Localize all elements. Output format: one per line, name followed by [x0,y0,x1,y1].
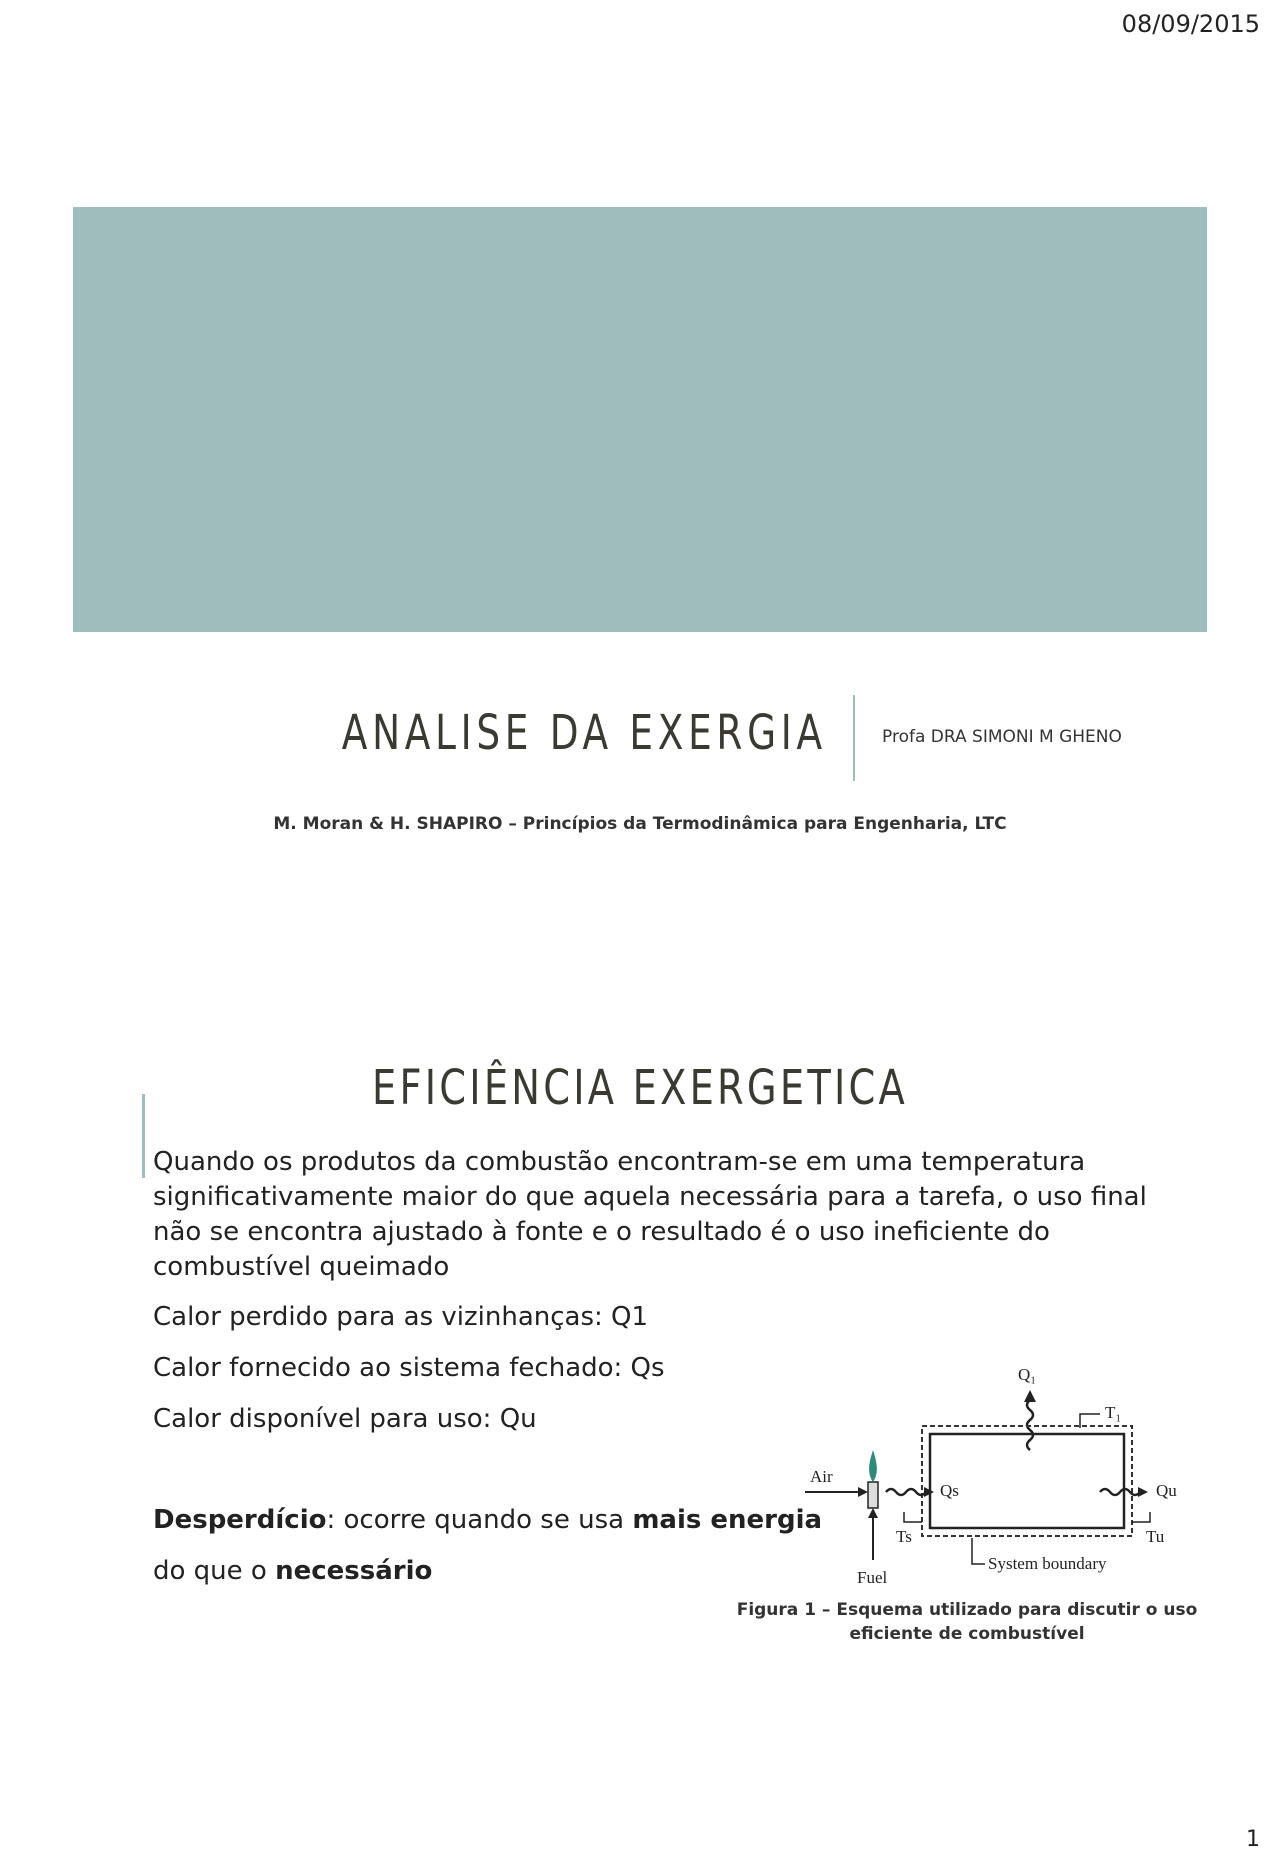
fuel-label: Fuel [857,1568,888,1587]
document-date: 08/09/2015 [1121,10,1260,38]
qs-label: Qs [940,1481,959,1500]
combustion-system-diagram [800,1350,1220,1600]
qu-arrowhead [1138,1487,1148,1497]
list-item-q1: Calor perdido para as vizinhanças: Q1 [153,1302,649,1332]
qs-wavy-arrow [886,1489,926,1495]
air-arrowhead [858,1487,868,1497]
section-title: EFICIÊNCIA EXERGETICA [372,1060,909,1116]
boundary-label: System boundary [988,1554,1107,1573]
figure-caption: Figura 1 – Esquema utilizado para discutir o uso eficiente de combustível [736,1600,1198,1644]
waste-term: Desperdício [153,1505,327,1535]
tu-leader [1132,1512,1150,1522]
boundary-leader [972,1538,985,1564]
reference-citation: M. Moran & H. SHAPIRO – Princípios da Termodinâmica para Engenharia, LTC [273,814,1007,834]
burner [868,1482,878,1508]
intro-paragraph: Quando os produtos da combustão encontram-se em uma temperatura significativamente maior do que aquela necessária para a tarefa, o uso final não se encontra ajustado à fonte e o resultado é o uso ineficiente do combustível queimado [153,1147,1147,1282]
waste-text2: do que o [153,1556,276,1586]
author-name: Profa DRA SIMONI M GHENO [882,727,1122,747]
q1-arrowhead [1024,1390,1036,1402]
page-number: 1 [1246,1827,1260,1852]
list-item-qu: Calor disponível para uso: Qu [153,1404,537,1434]
flame-icon [869,1450,877,1482]
waste-definition-line2 [153,1554,432,1589]
qu-wavy-arrow [1100,1489,1140,1495]
title-banner [73,207,1207,632]
qu-label: Qu [1156,1481,1177,1500]
q1-label: Q₁ [1018,1365,1037,1384]
presentation-title: ANALISE DA EXERGIA [341,705,827,761]
waste-definition-line1 [153,1503,822,1538]
fuel-arrowhead [868,1508,878,1518]
section-accent-bar [142,1094,145,1178]
ts-leader [904,1512,922,1522]
ts-label: Ts [896,1527,912,1546]
waste-emph1: mais energia [632,1505,823,1535]
air-label: Air [810,1467,833,1486]
waste-emph2: necessário [275,1556,433,1586]
tu-label: Tu [1146,1527,1165,1546]
t1-label: T₁ [1105,1403,1122,1422]
waste-text1: : ocorre quando se usa [326,1505,633,1535]
list-item-qs: Calor fornecido ao sistema fechado: Qs [153,1353,665,1383]
title-divider [853,695,855,781]
